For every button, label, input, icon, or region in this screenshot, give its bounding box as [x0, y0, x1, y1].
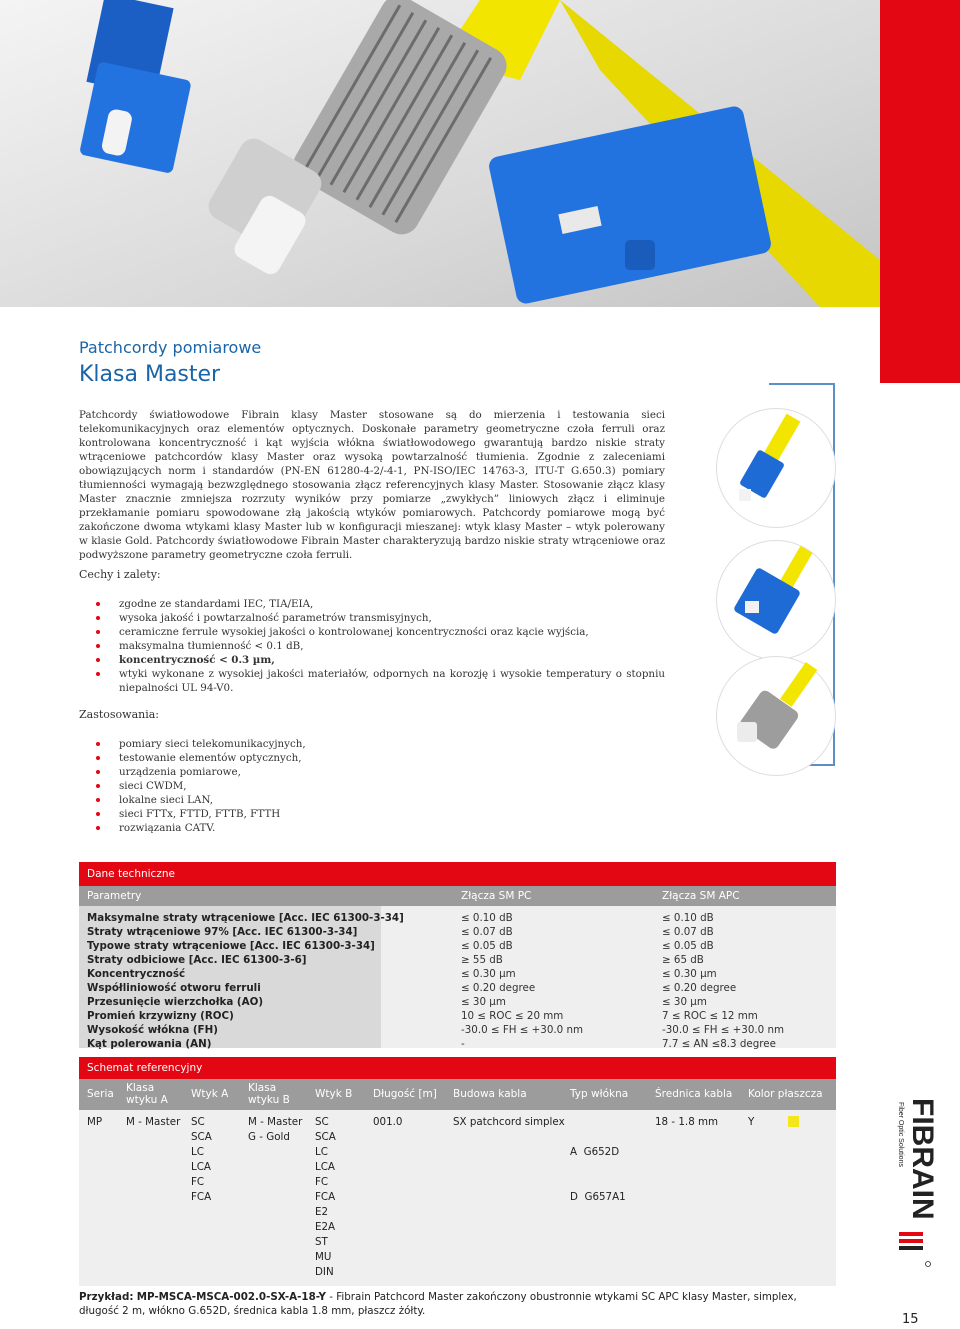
- list-item: E2A: [315, 1221, 336, 1233]
- table-cell: Przesunięcie wierzchołka (AO): [87, 996, 264, 1008]
- applications-list: [96, 737, 665, 835]
- order-table-heading: Schemat referencyjny: [79, 1057, 836, 1079]
- intro-paragraph: Patchcordy światłowodowe Fibrain klasy Master stosowane są do mierzenia i testowania sieci telekomunikacyjnych oraz elementów optycznych. Doskonałe parametry geometryczne czoła ferruli oraz kontrolowana koncentryczność i kąt wyjścia włókna światłowodowego gwarantują bardzo niskie straty wtrąceniowe patchcordów klasy Master oraz wysoką powtarzalność tłumienia. Zgodnie z zaleceniami obowiązujących norm i standardów (PN-EN 61280-4-2/-4-1, PN-ISO/IEC 14763-3, ITU-T G.650.3) pomiary tłumienności wymagają bezwzględnego stosowania złącz referencyjnych klasy Master. Stosowanie złącz klasy Master znacznie zmniejsza rozrzuty wyników przy pomiarze „zwykłych” liniowych złącz i eliminuje przekłamanie pomiaru spowodowane złą jakością wtyków pomiarowych. Patchcordy pomiarowe mogą być zakończone dwoma wtykami klasy Master lub w konfiguracji mieszanej: wtyk klasy Master – wtyk polerowany w klasie Gold. Patchcordy światłowodowe Fibrain Master charakteryzują bardzo niskie straty wtrąceniowe oraz podwyższone parametry geometryczne czoła ferruli.: [79, 409, 665, 561]
- list-item: LC: [191, 1146, 204, 1158]
- table-cell: ≤ 0.10 dB: [461, 912, 513, 924]
- list-item: LCA: [315, 1161, 335, 1173]
- col-header: Parametry: [87, 890, 142, 902]
- logo-tagline: Fiber Optic Solutions: [897, 1102, 904, 1167]
- list-item: D G657A1: [570, 1191, 626, 1203]
- table-cell: MP: [87, 1116, 103, 1128]
- order-table-body: [79, 1110, 836, 1286]
- table-cell: 001.0: [373, 1116, 403, 1128]
- list-item-bold: koncentryczność < 0.3 µm,: [119, 654, 275, 666]
- table-cell: ≤ 0.07 dB: [461, 926, 513, 938]
- table-cell: -30.0 ≤ FH ≤ +30.0 nm: [461, 1024, 584, 1036]
- list-item: MU: [315, 1251, 332, 1263]
- page-title: Klasa Master: [79, 362, 221, 387]
- col-header: Kolor płaszcza: [748, 1088, 823, 1100]
- list-item: lokalne sieci LAN,: [96, 793, 665, 807]
- hero-photo: [0, 0, 880, 307]
- example-code: MP-MSCA-MSCA-002.0-SX-A-18-Y: [136, 1291, 326, 1303]
- table-cell: ≤ 0.20 degree: [461, 982, 536, 994]
- klasa-b-list: [248, 1115, 302, 1145]
- tech-table-header: [79, 886, 836, 906]
- table-cell: ≤ 0.30 µm: [461, 968, 516, 980]
- col-header: Średnica kabla: [655, 1088, 733, 1100]
- list-item: FC: [191, 1176, 205, 1188]
- features-list: [96, 597, 665, 695]
- table-cell: ≤ 0.05 dB: [461, 940, 513, 952]
- table-cell: 7.7 ≤ AN ≤8.3 degree: [662, 1038, 776, 1050]
- table-cell: ≤ 0.30 µm: [662, 968, 717, 980]
- list-item: wtyki wykonane z wysokiej jakości materiałów, odpornych na korozję i wysokie temperatury o stopniu niepalności UL 94-V0.: [96, 667, 665, 695]
- fiber-type-list: [570, 1115, 626, 1235]
- table-cell: Typowe straty wtrąceniowe [Acc. IEC 61300-3-34]: [87, 940, 375, 952]
- col-header: Klasa wtyku B: [248, 1082, 290, 1106]
- col-header: Seria: [87, 1088, 114, 1100]
- connectors-photo: [0, 0, 880, 307]
- table-cell: ≤ 0.10 dB: [662, 912, 714, 924]
- red-corner-strip: [880, 0, 960, 383]
- table-cell: ≤ 30 µm: [461, 996, 506, 1008]
- list-item: SCA: [315, 1131, 336, 1143]
- example-text: [79, 1290, 839, 1318]
- order-table-header: [79, 1079, 836, 1110]
- list-item: FCA: [315, 1191, 336, 1203]
- table-cell: 18 - 1.8 mm: [655, 1116, 719, 1128]
- list-item: pomiary sieci telekomunikacyjnych,: [96, 737, 665, 751]
- list-item: rozwiązania CATV.: [96, 821, 665, 835]
- page-number: 15: [902, 1312, 919, 1327]
- list-item: wysoka jakość i powtarzalność parametrów transmisyjnych,: [96, 611, 665, 625]
- table-cell: Straty odbiciowe [Acc. IEC 61300-3-6]: [87, 954, 307, 966]
- table-cell: Promień krzywizny (ROC): [87, 1010, 234, 1022]
- table-cell: -30.0 ≤ FH ≤ +30.0 nm: [662, 1024, 785, 1036]
- col-header: Budowa kabla: [453, 1088, 527, 1100]
- page-subtitle: Patchcordy pomiarowe: [79, 338, 262, 357]
- list-item: sieci FTTx, FTTD, FTTB, FTTH: [96, 807, 665, 821]
- list-item: SCA: [191, 1131, 212, 1143]
- table-cell: Straty wtrąceniowe 97% [Acc. IEC 61300-3-34]: [87, 926, 358, 938]
- col-header: Klasa wtyku A: [126, 1082, 168, 1106]
- table-cell: Kąt polerowania (AN): [87, 1038, 212, 1050]
- table-cell: ≥ 55 dB: [461, 954, 503, 966]
- list-item: A G652D: [570, 1146, 620, 1158]
- list-item: LC: [315, 1146, 328, 1158]
- list-item: FC: [315, 1176, 329, 1188]
- list-item: zgodne ze standardami IEC, TIA/EIA,: [96, 597, 665, 611]
- list-item: FCA: [191, 1191, 212, 1203]
- col-header: Złącza SM APC: [662, 890, 740, 902]
- table-cell: Y: [748, 1116, 755, 1128]
- table-cell: -: [461, 1038, 465, 1050]
- table-cell: ≥ 65 dB: [662, 954, 704, 966]
- tech-table-heading: Dane techniczne: [79, 862, 836, 886]
- col-header: Typ włókna: [570, 1088, 629, 1100]
- list-item: DIN: [315, 1266, 334, 1278]
- table-cell: Współliniowość otworu ferruli: [87, 982, 261, 994]
- sc-connector-image: [716, 540, 836, 660]
- tech-table-body: [79, 906, 836, 1048]
- list-item: G - Gold: [248, 1131, 290, 1143]
- list-item: ST: [315, 1236, 328, 1248]
- table-cell: ≤ 0.20 degree: [662, 982, 737, 994]
- list-item: [96, 653, 665, 667]
- wtyk-a-list: [191, 1115, 212, 1205]
- list-item: SC: [191, 1116, 205, 1128]
- list-item: ceramiczne ferrule wysokiej jakości o kontrolowanej koncentryczności oraz kącie wyjścia,: [96, 625, 665, 639]
- color-swatch: [788, 1116, 799, 1127]
- lc-connector-image: [716, 408, 836, 528]
- col-header: Wtyk B: [315, 1088, 353, 1100]
- list-item: E2: [315, 1206, 329, 1218]
- list-item: LCA: [191, 1161, 211, 1173]
- example-label: Przykład:: [79, 1291, 134, 1303]
- table-cell: ≤ 30 µm: [662, 996, 707, 1008]
- list-item: sieci CWDM,: [96, 779, 665, 793]
- wtyk-b-list: [315, 1115, 336, 1280]
- table-cell: Maksymalne straty wtrąceniowe [Acc. IEC 61300-3-34]: [87, 912, 404, 924]
- table-cell: M - Master: [126, 1116, 181, 1128]
- col-header: Złącza SM PC: [461, 890, 532, 902]
- fibrain-logo: [893, 1098, 939, 1268]
- list-item: M - Master: [248, 1116, 303, 1128]
- features-heading: Cechy i zalety:: [79, 568, 161, 581]
- applications-heading: Zastosowania:: [79, 708, 159, 721]
- table-cell: ≤ 0.05 dB: [662, 940, 714, 952]
- logo-brand: FIBRAIN: [906, 1098, 939, 1220]
- col-header: Długość [m]: [373, 1088, 437, 1100]
- list-item: maksymalna tłumienność < 0.1 dB,: [96, 639, 665, 653]
- logo-mark: [899, 1232, 923, 1236]
- example-description: - Fibrain Patchcord Master zakończony obustronnie wtykami SC APC klasy Master, simplex, długość 2 m, włókno G.652D, średnica kabla 1.8 mm, płaszcz żółty.: [79, 1291, 797, 1317]
- table-cell: 10 ≤ ROC ≤ 20 mm: [461, 1010, 564, 1022]
- table-cell: Wysokość włókna (FH): [87, 1024, 218, 1036]
- table-cell: ≤ 0.07 dB: [662, 926, 714, 938]
- table-cell: 7 ≤ ROC ≤ 12 mm: [662, 1010, 758, 1022]
- list-item: SC: [315, 1116, 329, 1128]
- fc-connector-image: [716, 656, 836, 776]
- table-cell: SX patchcord simplex: [453, 1116, 565, 1128]
- list-item: testowanie elementów optycznych,: [96, 751, 665, 765]
- col-header: Wtyk A: [191, 1088, 229, 1100]
- table-cell: Koncentryczność: [87, 968, 186, 980]
- list-item: urządzenia pomiarowe,: [96, 765, 665, 779]
